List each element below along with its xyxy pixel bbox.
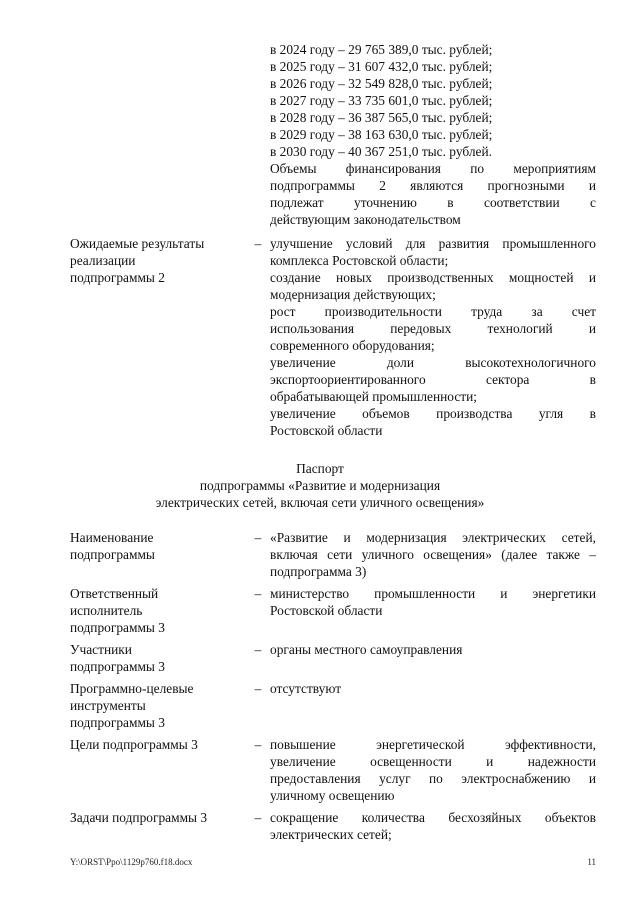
- executor-label: подпрограммы 3: [70, 620, 165, 635]
- name-label: Наименование: [70, 530, 154, 545]
- funding-note-line: подпрограммы 2 являются прогнозными и: [270, 178, 596, 193]
- expected-result-line: комплекса Ростовской области;: [270, 253, 449, 268]
- participants-label: подпрограммы 3: [70, 659, 165, 674]
- funding-year-line: в 2029 году – 38 163 630,0 тыс. рублей;: [270, 127, 493, 142]
- row-dash: –: [254, 530, 262, 545]
- expected-result-line: рост производительности труда за счет: [270, 304, 596, 319]
- funding-note-line: подлежат уточнению в соответствии с: [270, 195, 596, 210]
- name-value-line: «Развитие и модернизация электрических сетей,: [270, 530, 596, 545]
- row-dash: –: [254, 810, 262, 825]
- expected-result-line: улучшение условий для развития промышленного: [270, 236, 596, 251]
- funding-year-line: в 2030 году – 40 367 251,0 тыс. рублей.: [270, 144, 492, 159]
- tasks-value-line: сокращение количества бесхозяйных объектов: [270, 810, 596, 825]
- expected-result-line: современного оборудования;: [270, 338, 435, 353]
- instruments-value-line: отсутствуют: [270, 681, 342, 696]
- expected-result-line: Ростовской области: [270, 423, 383, 438]
- passport-subtitle: подпрограммы «Развитие и модернизация: [199, 478, 441, 493]
- footer-file-path: Y:\ORST\Ppo\1129p760.f18.docx: [70, 857, 193, 867]
- funding-year-line: в 2028 году – 36 387 565,0 тыс. рублей;: [270, 110, 493, 125]
- expected-result-line: использования передовых технологий и: [270, 321, 596, 336]
- executor-value-line: министерство промышленности и энергетики: [270, 586, 596, 601]
- goals-value-line: предоставления услуг по электроснабжению и: [270, 771, 596, 786]
- goals-value-line: уличному освещению: [270, 788, 395, 803]
- instruments-label: Программно-целевые: [70, 681, 194, 696]
- expected-results-label: реализации: [70, 253, 136, 268]
- page-number: 11: [587, 857, 596, 867]
- name-label: подпрограммы: [70, 547, 155, 562]
- goals-value-line: повышение энергетической эффективности,: [270, 737, 596, 752]
- expected-result-line: экспортоориентированного сектора в: [270, 372, 596, 387]
- expected-results-label: Ожидаемые результаты: [70, 236, 205, 251]
- instruments-label: подпрограммы 3: [70, 715, 165, 730]
- row-dash: –: [254, 586, 262, 601]
- funding-year-line: в 2027 году – 33 735 601,0 тыс. рублей;: [270, 93, 493, 108]
- executor-label: исполнитель: [70, 603, 143, 618]
- expected-result-line: модернизация действующих;: [270, 287, 436, 302]
- expected-result-line: увеличение объемов производства угля в: [270, 406, 596, 421]
- executor-label: Ответственный: [70, 586, 159, 601]
- funding-year-line: в 2025 году – 31 607 432,0 тыс. рублей;: [270, 59, 493, 74]
- instruments-label: инструменты: [70, 698, 146, 713]
- name-value-line: подпрограмма 3): [270, 564, 367, 579]
- goals-label: Цели подпрограммы 3: [70, 737, 198, 752]
- participants-value-line: органы местного самоуправления: [270, 642, 463, 657]
- expected-results-label: подпрограммы 2: [70, 270, 165, 285]
- goals-value-line: увеличение освещенности и надежности: [270, 754, 596, 769]
- expected-result-line: обрабатывающей промышленности;: [270, 389, 478, 404]
- expected-result-line: увеличение доли высокотехнологичного: [270, 355, 596, 370]
- row-dash: –: [254, 737, 262, 752]
- row-dash: –: [254, 681, 262, 696]
- funding-year-line: в 2024 году – 29 765 389,0 тыс. рублей;: [270, 42, 493, 57]
- participants-label: Участники: [70, 642, 132, 657]
- passport-title: Паспорт: [296, 461, 344, 476]
- name-value-line: включая сети уличного освещения» (далее также –: [270, 547, 596, 562]
- row-dash: –: [254, 236, 262, 251]
- funding-note-line: Объемы финансирования по мероприятиям: [270, 161, 596, 176]
- executor-value-line: Ростовской области: [270, 603, 383, 618]
- funding-year-line: в 2026 году – 32 549 828,0 тыс. рублей;: [270, 76, 493, 91]
- tasks-value-line: электрических сетей;: [270, 827, 392, 842]
- funding-note-line: действующим законодательством: [270, 212, 461, 227]
- row-dash: –: [254, 642, 262, 657]
- expected-result-line: создание новых производственных мощностей и: [270, 270, 596, 285]
- passport-subtitle: электрических сетей, включая сети уличного освещения»: [155, 495, 485, 510]
- tasks-label: Задачи подпрограммы 3: [70, 810, 208, 825]
